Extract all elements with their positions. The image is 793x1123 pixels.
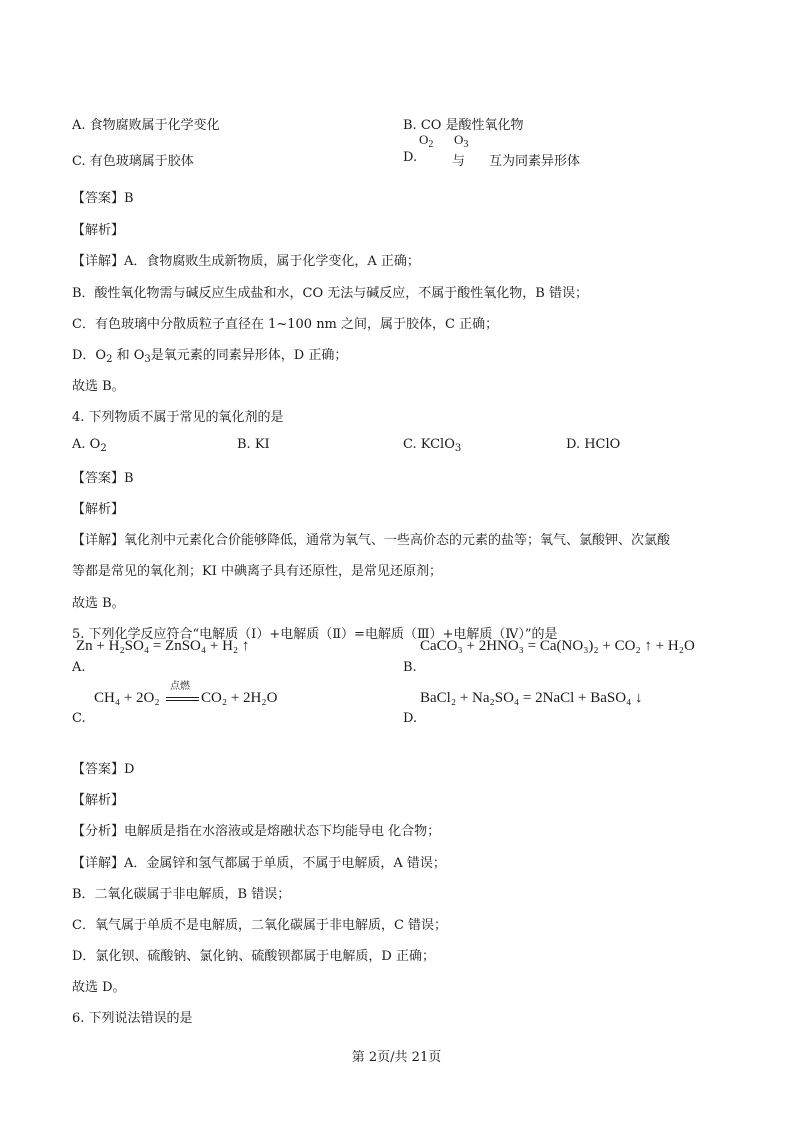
q5-option-d-label: D. xyxy=(403,711,418,726)
q4-analysis-heading: 【解析】 xyxy=(72,502,125,517)
q3-option-d-o2: $O_2$ xyxy=(419,132,434,150)
q4-detail-2: 等都是常见的氧化剂；KI 中碘离子具有还原性，是常见还原剂； xyxy=(72,564,442,579)
q5-option-c-label: C. xyxy=(72,711,86,726)
q3-detail-3: C．有色玻璃中分散质粒子直径在 1~100 nm 之间，属于胶体，C 正确； xyxy=(72,317,499,332)
q5-equation-c-bar-bottom xyxy=(166,700,199,701)
q3-analysis-heading: 【解析】 xyxy=(72,223,125,238)
q5-option-a-label: A. xyxy=(72,660,86,675)
q5-analysis-heading: 【解析】 xyxy=(72,793,125,808)
q5-answer: 【答案】D xyxy=(72,762,135,777)
q5-equation-c-condition: 点燃 xyxy=(170,681,190,692)
q5-detail-4: D．氯化钡、硫酸钠、氯化钠、硫酸钡都属于电解质，D 正确； xyxy=(72,949,435,964)
q5-equation-d: BaCl₂ + Na₂SO₄ = 2NaCl + BaSO₄ ↓ xyxy=(420,690,643,706)
q3-option-d-text: 互为同素异形体 xyxy=(489,154,581,169)
q4-answer: 【答案】B xyxy=(72,471,134,486)
q4-option-c: C. KClO$_3$ xyxy=(403,437,462,454)
q5-detail-2: B．二氧化碳属于非电解质，B 错误； xyxy=(72,887,291,902)
q3-detail-1: 【详解】A．食物腐败生成新物质，属于化学变化，A 正确； xyxy=(72,254,420,269)
q3-detail-4: D．$O_2$ 和 $O_3$是氧元素的同素异形体，D 正确； xyxy=(72,348,348,365)
q5-equation-c-left: CH₄ + 2O₂ xyxy=(94,690,160,706)
q5-option-b-label: B. xyxy=(403,660,417,675)
q4-conclusion: 故选 B。 xyxy=(72,596,125,611)
q4-option-b: B. KI xyxy=(237,437,270,452)
q6-stem: 6. 下列说法错误的是 xyxy=(72,1011,193,1026)
q4-stem: 4. 下列物质不属于常见的氧化剂的是 xyxy=(72,410,284,425)
q5-equation-a: Zn + H₂SO₄ = ZnSO₄ + H₂ ↑ xyxy=(76,638,250,654)
q5-detail-3: C．氧气属于单质不是电解质，二氧化碳属于非电解质，C 错误； xyxy=(72,918,448,933)
q5-stem: 5. 下列化学反应符合“电解质（Ⅰ）+电解质（Ⅱ）=电解质（Ⅲ）+电解质（Ⅳ）”的是 xyxy=(72,627,558,642)
q4-option-a: A. $O_2$ xyxy=(72,437,107,454)
page-footer: 第 2页/共 21页 xyxy=(351,1050,442,1065)
q5-detail-1: 【详解】A．金属锌和氢气都属于单质，不属于电解质，A 错误； xyxy=(72,856,446,871)
q5-conclusion: 故选 D。 xyxy=(72,980,126,995)
q3-conclusion: 故选 B。 xyxy=(72,379,125,394)
q3-option-b: B. CO 是酸性氧化物 xyxy=(403,118,524,133)
q5-equation-c-right: CO₂ + 2H₂O xyxy=(201,690,278,706)
q4-detail-1: 【详解】氧化剂中元素化合价能够降低，通常为氧气、一些高价态的元素的盐等；氧气、氯酸钾、次氯酸 xyxy=(72,533,671,548)
q3-detail-2: B．酸性氧化物需与碱反应生成盐和水，CO 无法与碱反应，不属于酸性氧化物，B 错误； xyxy=(72,286,588,301)
q5-equation-b: CaCO₃ + 2HNO₃ = Ca(NO₃)₂ + CO₂ ↑ + H₂O xyxy=(420,638,695,654)
q3-option-c: C. 有色玻璃属于胶体 xyxy=(72,154,194,169)
q3-option-d-o3: $O_3$ xyxy=(454,132,469,150)
q3-answer: 【答案】B xyxy=(72,191,134,206)
q4-option-d: D. HClO xyxy=(566,437,621,452)
q5-equation-c-bar-top xyxy=(166,697,199,698)
q5-analysis-note: 【分析】电解质是指在水溶液或是熔融状态下均能导电 化合物； xyxy=(72,824,441,839)
q3-option-a: A. 食物腐败属于化学变化 xyxy=(72,118,220,133)
q3-option-d-mid: 与 xyxy=(452,154,466,169)
q3-option-d-label: D. xyxy=(403,150,418,165)
